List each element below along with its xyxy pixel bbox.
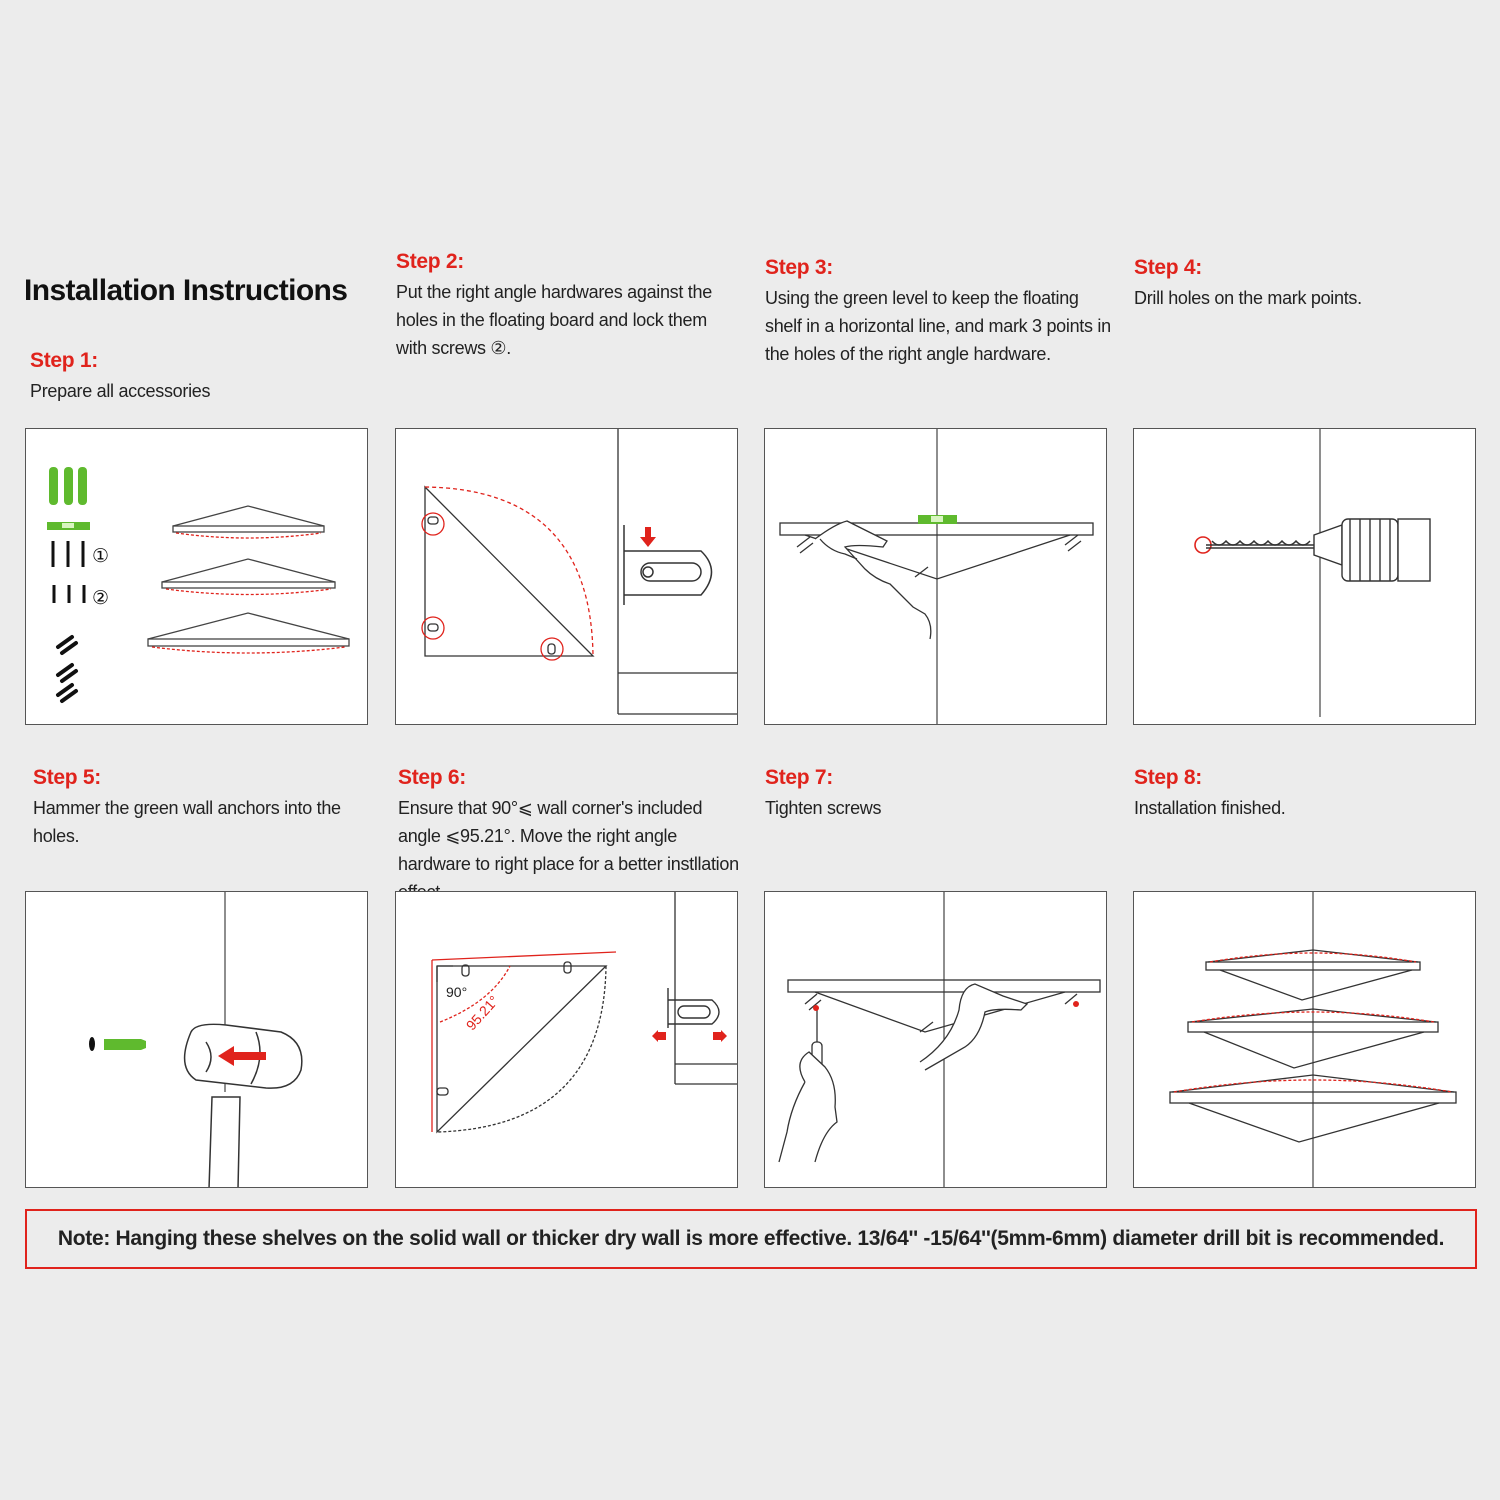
step-5-illustration	[25, 891, 368, 1188]
step-2-title: Step 2:	[396, 250, 464, 273]
left-right-arrows-icon	[652, 1030, 727, 1042]
step-6-illustration	[395, 891, 738, 1188]
step-7-illustration	[764, 891, 1107, 1188]
long-screws-icon	[53, 541, 83, 567]
screw-1-mark: ①	[92, 545, 110, 567]
step-4-text	[1134, 256, 1474, 312]
hand-icon	[815, 521, 931, 639]
shelf-top-view-icon	[425, 487, 593, 656]
angle-tolerance-lines	[432, 952, 616, 1132]
shelf-small-icon	[173, 506, 324, 538]
wall-edge-icon	[618, 429, 738, 714]
note-text: Note: Hanging these shelves on the solid wall or thicker dry wall is more effective. 13/64'' -15/64''(5mm-6mm) diameter drill bit is recommended.	[57, 1227, 1445, 1250]
step-4-desc: Drill holes on the mark points.	[1134, 288, 1362, 308]
step-8-desc: Installation finished.	[1134, 798, 1286, 818]
step-5-title: Step 5:	[33, 766, 101, 789]
step-7-title: Step 7:	[765, 766, 833, 789]
right-angle-hardware-icon	[58, 637, 76, 701]
bracket-icon	[624, 525, 712, 605]
step-2-desc: Put the right angle hardwares against the holes in the floating board and lock them with screws ②.	[396, 282, 712, 358]
note-box	[25, 1209, 1477, 1269]
step-4-title: Step 4:	[1134, 256, 1202, 279]
step-8-text	[1134, 766, 1474, 822]
bracket-icon	[668, 988, 719, 1028]
step-6-text	[398, 766, 748, 906]
drill-bit-icon	[1206, 541, 1319, 548]
green-level-icon	[47, 522, 90, 530]
wall-anchor-icon	[49, 467, 87, 505]
step-6-title: Step 6:	[398, 766, 466, 789]
step-1-title: Step 1:	[30, 349, 98, 372]
step-3-illustration	[764, 428, 1107, 725]
step-5-text	[33, 766, 363, 850]
step-2-illustration	[395, 428, 738, 725]
green-level-icon	[918, 515, 957, 524]
down-arrow-icon	[640, 527, 656, 547]
step-4-illustration	[1133, 428, 1476, 725]
shelf-large-icon	[148, 613, 349, 653]
step-2-text	[396, 250, 736, 362]
step-8-title: Step 8:	[1134, 766, 1202, 789]
wall-edge-icon	[675, 892, 738, 1084]
green-anchor-icon	[104, 1039, 146, 1050]
hammer-icon	[185, 1024, 302, 1188]
shelf-medium-icon	[162, 559, 335, 595]
step-1-text	[30, 349, 360, 405]
step-7-desc: Tighten screws	[765, 798, 882, 818]
step-5-desc: Hammer the green wall anchors into the holes.	[33, 798, 341, 846]
drill-chuck-icon	[1314, 519, 1430, 581]
step-3-desc: Using the green level to keep the floating shelf in a horizontal line, and mark 3 points in the holes of the right angle hardware.	[765, 288, 1111, 364]
step-6-desc: Ensure that 90°⩽ wall corner's included angle ⩽95.21°. Move the right angle hardware to right place for a better instllation	[398, 798, 739, 874]
angle-max-label: 95.21°	[462, 992, 502, 1034]
screw-2-mark: ②	[92, 587, 110, 609]
page-title: Installation Instructions	[24, 274, 348, 307]
short-screws-icon	[54, 585, 84, 603]
step-7-text	[765, 766, 1105, 822]
angle-90-label: 90°	[446, 984, 468, 1000]
step-3-text	[765, 256, 1115, 368]
step-8-illustration	[1133, 891, 1476, 1188]
hole-marks-icon	[422, 513, 563, 660]
drilled-hole-icon	[89, 1037, 95, 1051]
step-3-title: Step 3:	[765, 256, 833, 279]
step-1-desc: Prepare all accessories	[30, 381, 211, 401]
step-1-illustration	[25, 428, 368, 725]
